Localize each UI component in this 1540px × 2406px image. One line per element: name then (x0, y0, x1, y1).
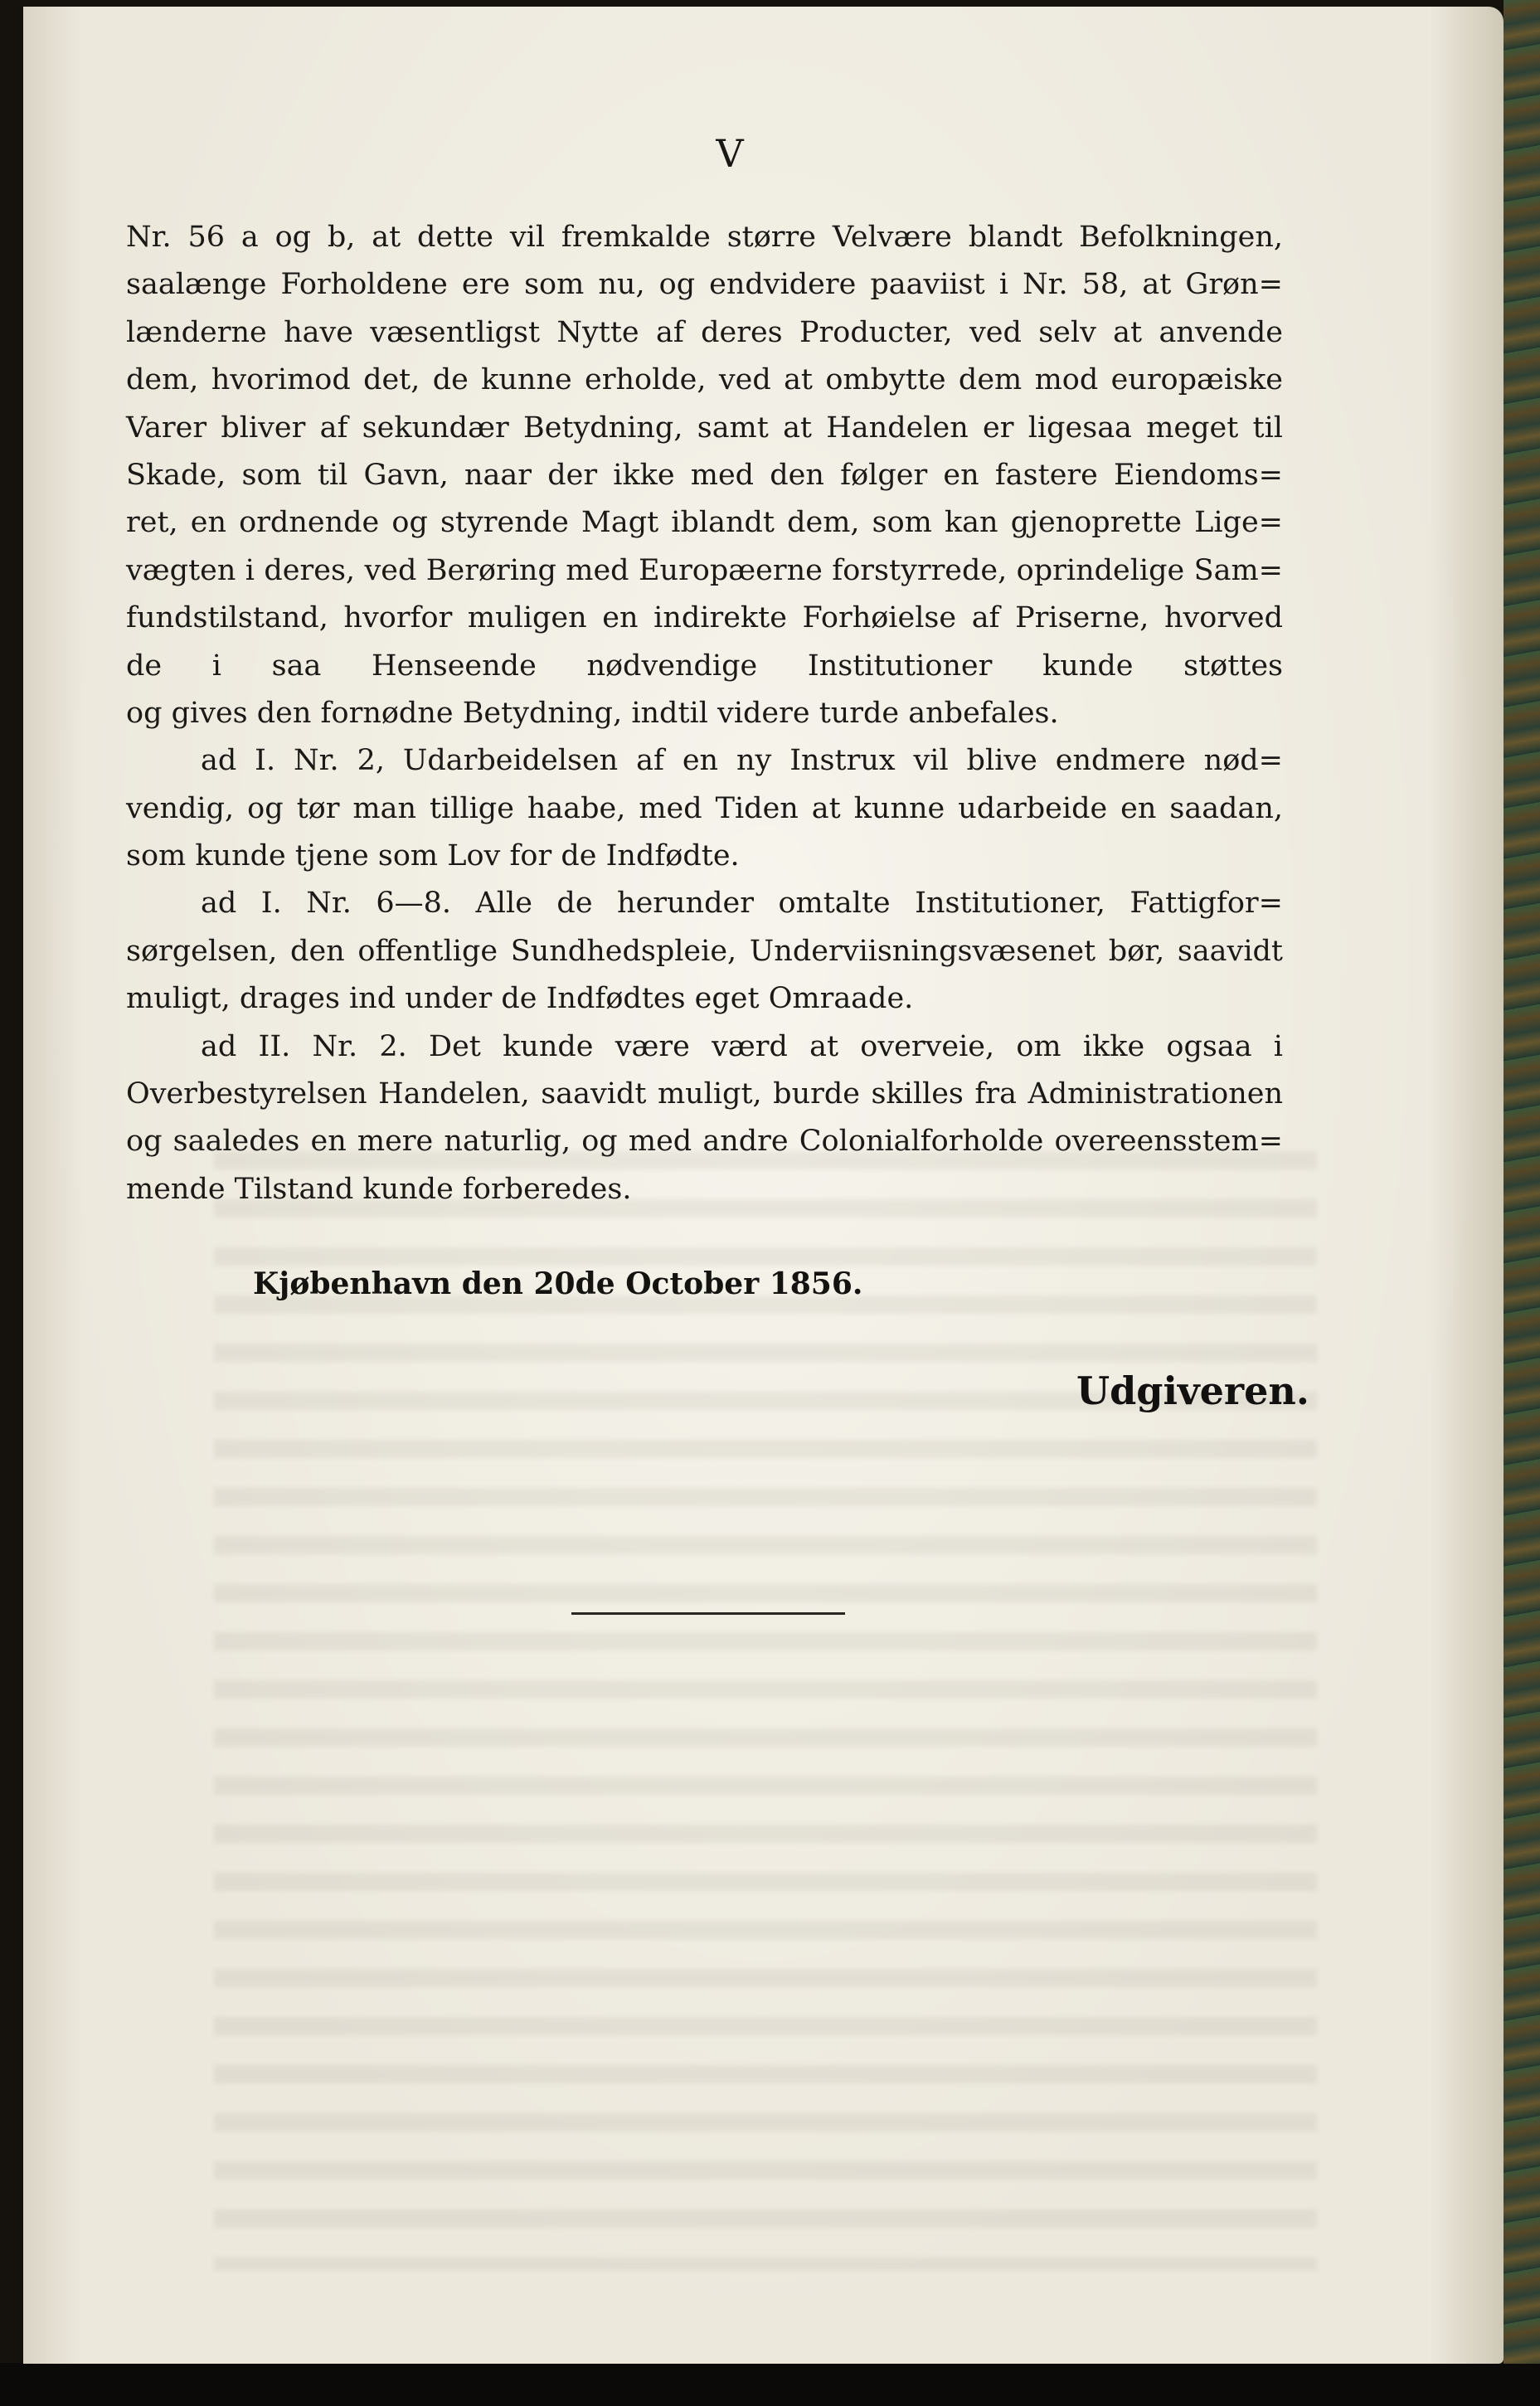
text-line: muligt, drages ind under de Indfødtes eget Omraade. (126, 982, 914, 1016)
closing-rule (571, 1612, 845, 1615)
body-text (126, 214, 1283, 1213)
text-line: de i saa Henseende nødvendige Institutioner kunde støttes (126, 649, 1283, 683)
show-through-text (214, 1151, 1317, 2271)
text-line: Varer bliver af sekundær Betydning, samt at Handelen er ligesaa meget til (126, 411, 1283, 445)
scan-border (0, 2363, 1540, 2406)
text-line: ad II. Nr. 2. Det kunde være værd at overveie, om ikke ogsaa i (201, 1029, 1283, 1063)
text-line: saalænge Forholdene ere som nu, og endvidere paaviist i Nr. 58, at Grøn= (126, 268, 1283, 302)
text-line: Nr. 56 a og b, at dette vil fremkalde større Velvære blandt Befolkningen, (126, 221, 1283, 254)
text-line: ad I. Nr. 2, Udarbeidelsen af en ny Instrux vil blive endmere nød= (201, 744, 1283, 778)
signature: Udgiveren. (1076, 1368, 1309, 1413)
dateline: Kjøbenhavn den 20de October 1856. (253, 1266, 863, 1301)
text-line: ret, en ordnende og styrende Magt iblandt dem, som kan gjenoprette Lige= (126, 506, 1283, 540)
text-line: og saaledes en mere naturlig, og med andre Colonialforholde overeensstem= (126, 1125, 1283, 1159)
text-line: dem, hvorimod det, de kunne erholde, ved at ombytte dem mod europæiske (126, 363, 1283, 397)
text-line: lænderne have væsentligst Nytte af deres Producter, ved selv at anvende (126, 315, 1283, 349)
text-line: og gives den fornødne Betydning, indtil videre turde anbefales. (126, 696, 1059, 730)
text-line: mende Tilstand kunde forberedes. (126, 1172, 632, 1206)
text-line: som kunde tjene som Lov for de Indfødte. (126, 839, 740, 873)
text-line: vægten i deres, ved Berøring med Europæerne forstyrrede, oprindelige Sam= (126, 553, 1283, 587)
text-line: vendig, og tør man tillige haabe, med Tiden at kunne udarbeide en saadan, (126, 791, 1283, 825)
text-line: ad I. Nr. 6—8. Alle de herunder omtalte Institutioner, Fattigfor= (201, 887, 1283, 921)
text-line: sørgelsen, den offentlige Sundhedspleie, Underviisningsvæsenet bør, saavidt (126, 934, 1283, 968)
page-number: V (716, 131, 744, 176)
marbled-book-edge (1504, 0, 1540, 2364)
text-line: fundstilstand, hvorfor muligen en indirekte Forhøielse af Priserne, hvorved (126, 601, 1283, 635)
text-line: Overbestyrelsen Handelen, saavidt muligt, burde skilles fra Administrationen (126, 1077, 1283, 1111)
text-line: Skade, som til Gavn, naar der ikke med den følger en fastere Eiendoms= (126, 458, 1283, 492)
